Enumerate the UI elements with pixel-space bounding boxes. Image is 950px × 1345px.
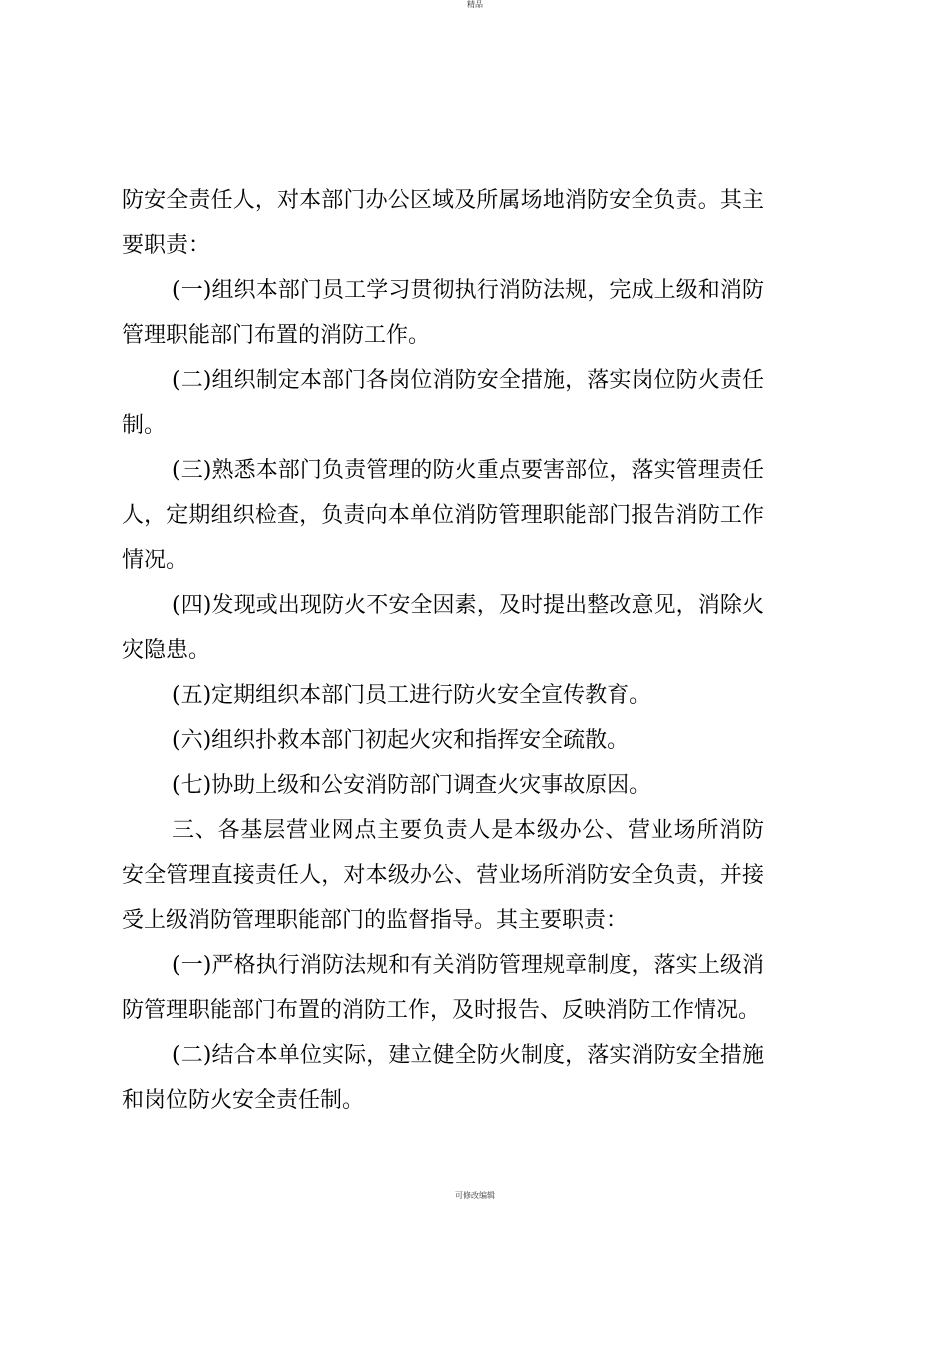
paragraph: (六)组织扑救本部门初起火灾和指挥安全疏散。	[172, 728, 630, 753]
page-footer: 可修改编辑	[455, 1191, 495, 1200]
paragraph: (一)组织本部门员工学习贯彻执行消防法规，完成上级和消防管理职能部门布置的消防工作。	[122, 278, 764, 348]
paragraph: (七)协助上级和公安消防部门调查火灾事故原因。	[172, 773, 652, 798]
paragraph: (三)熟悉本部门负责管理的防火重点要害部位，落实管理责任人，定期组织检查，负责向本单位消防管理职能部门报告消防工作情况。	[122, 458, 764, 573]
paragraph: (二)结合本单位实际，建立健全防火制度，落实消防安全措施和岗位防火安全责任制。	[122, 1043, 764, 1113]
paragraph: 防安全责任人，对本部门办公区域及所属场地消防安全负责。其主要职责：	[122, 188, 764, 258]
document-body	[122, 178, 764, 1123]
paragraph: (二)组织制定本部门各岗位消防安全措施，落实岗位防火责任制。	[122, 368, 764, 438]
paragraph: 三、各基层营业网点主要负责人是本级办公、营业场所消防安全管理直接责任人，对本级办公、营业场所消防安全负责，并接受上级消防管理职能部门的监督指导。其主要职责：	[122, 818, 764, 933]
paragraph: (一)严格执行消防法规和有关消防管理规章制度，落实上级消防管理职能部门布置的消防工作，及时报告、反映消防工作情况。	[122, 953, 764, 1023]
paragraph: (五)定期组织本部门员工进行防火安全宣传教育。	[172, 683, 652, 708]
paragraph: (四)发现或出现防火不安全因素，及时提出整改意见，消除火灾隐患。	[122, 593, 764, 663]
page-header: 精品	[467, 0, 483, 9]
